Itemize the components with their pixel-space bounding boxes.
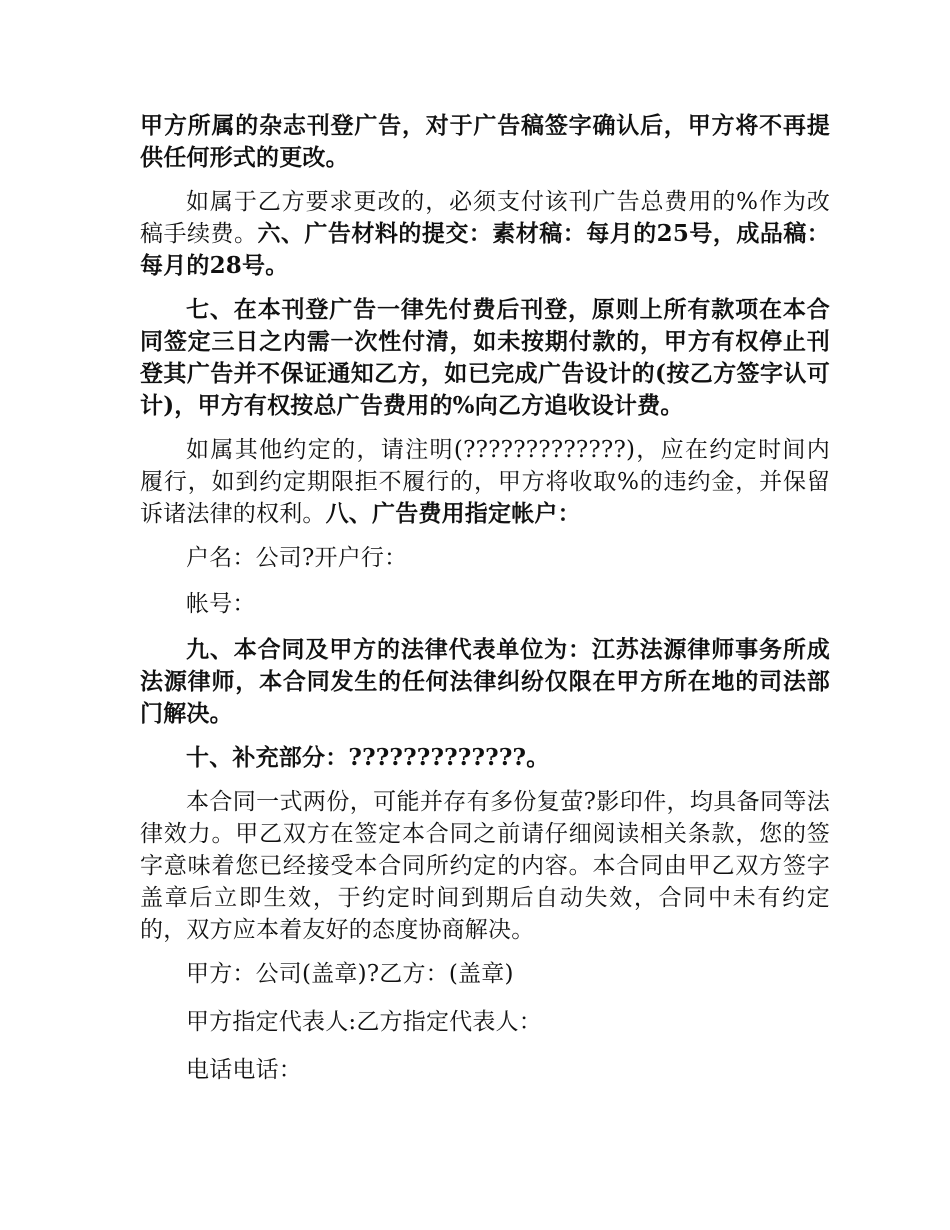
account-name-line: 户名：公司?开户行： (186, 545, 408, 571)
revision-fee-text: 如属于乙方要求更改的，必须支付该刊广告总费用的%作为改稿手续费。 (140, 189, 830, 247)
paragraph-other-agreements (140, 434, 830, 530)
document-page (140, 110, 830, 1098)
clause-7-payment: 七、在本刊登广告一律先付费后刊登，原则上所有款项在本合同签定三日之内需一次性付清，如未按期付款的，甲方有权停止刊登其广告并不保证通知乙方，如已完成广告设计的(按乙方签字认可计)，甲方有权按总广告费用的%向乙方追收设计费。 (140, 296, 830, 419)
representative-line: 甲方指定代表人:乙方指定代表人： (186, 1009, 542, 1035)
party-seal-line: 甲方：公司(盖章)?乙方：(盖章) (186, 961, 514, 987)
phone-line: 电话电话： (186, 1057, 302, 1083)
clause-9-legal: 九、本合同及甲方的法律代表单位为：江苏法源律师事务所成法源律师，本合同发生的任何法律纠纷仅限在甲方所在地的司法部门解决。 (140, 636, 830, 727)
paragraph-copies-validity: 本合同一式两份，可能并存有多份复萤?影印件，均具备同等法律效力。甲乙双方在签定本合同之前请仔细阅读相关条款，您的签字意味着您已经接受本合同所约定的内容。本合同由甲乙双方签字盖章后立即生效，于约定时间到期后自动失效，合同中未有约定的，双方应本着友好的态度协商解决。 (140, 789, 830, 943)
paragraph-ad-confirmation: 甲方所属的杂志刊登广告，对于广告稿签字确认后，甲方将不再提供任何形式的更改。 (140, 112, 830, 171)
paragraph-revision-fee (140, 186, 830, 282)
clause-10-supplement: 十、补充部分：?????????????。 (186, 744, 550, 771)
other-agreements-text: 如属其他约定的，请注明(?????????????)，应在约定时间内履行，如到约定期限拒不履行的，甲方将收取%的违约金，并保留诉诸法律的权利。 (140, 437, 830, 527)
account-number-line: 帐号： (186, 591, 256, 617)
clause-8-heading: 八、广告费用指定帐户： (325, 500, 581, 527)
clause-6-heading: 六、广告材料的提交：素材稿：每月的25号，成品稿：每月的28号。 (140, 220, 831, 279)
